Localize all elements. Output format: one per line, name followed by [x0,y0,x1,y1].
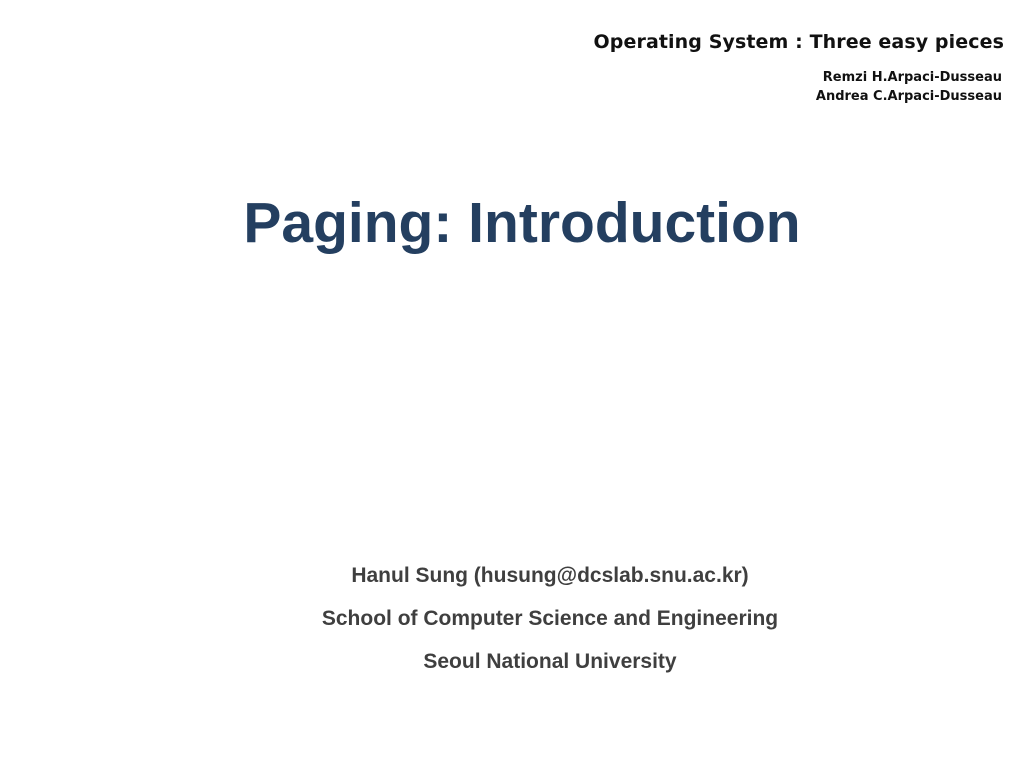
author-name: Andrea C.Arpaci-Dusseau [815,89,1002,104]
slide-title: Paging: Introduction [243,191,801,255]
author-name: Remzi H.Arpaci-Dusseau [822,70,1002,85]
authors-block [816,68,1002,106]
presenter-name-email: Hanul Sung (husung@dcslab.snu.ac.kr) [351,564,749,587]
presenter-block [230,560,870,689]
presenter-department: School of Computer Science and Engineering [321,607,779,630]
presenter-university: Seoul National University [423,650,677,673]
book-title: Operating System : Three easy pieces [593,31,1004,53]
